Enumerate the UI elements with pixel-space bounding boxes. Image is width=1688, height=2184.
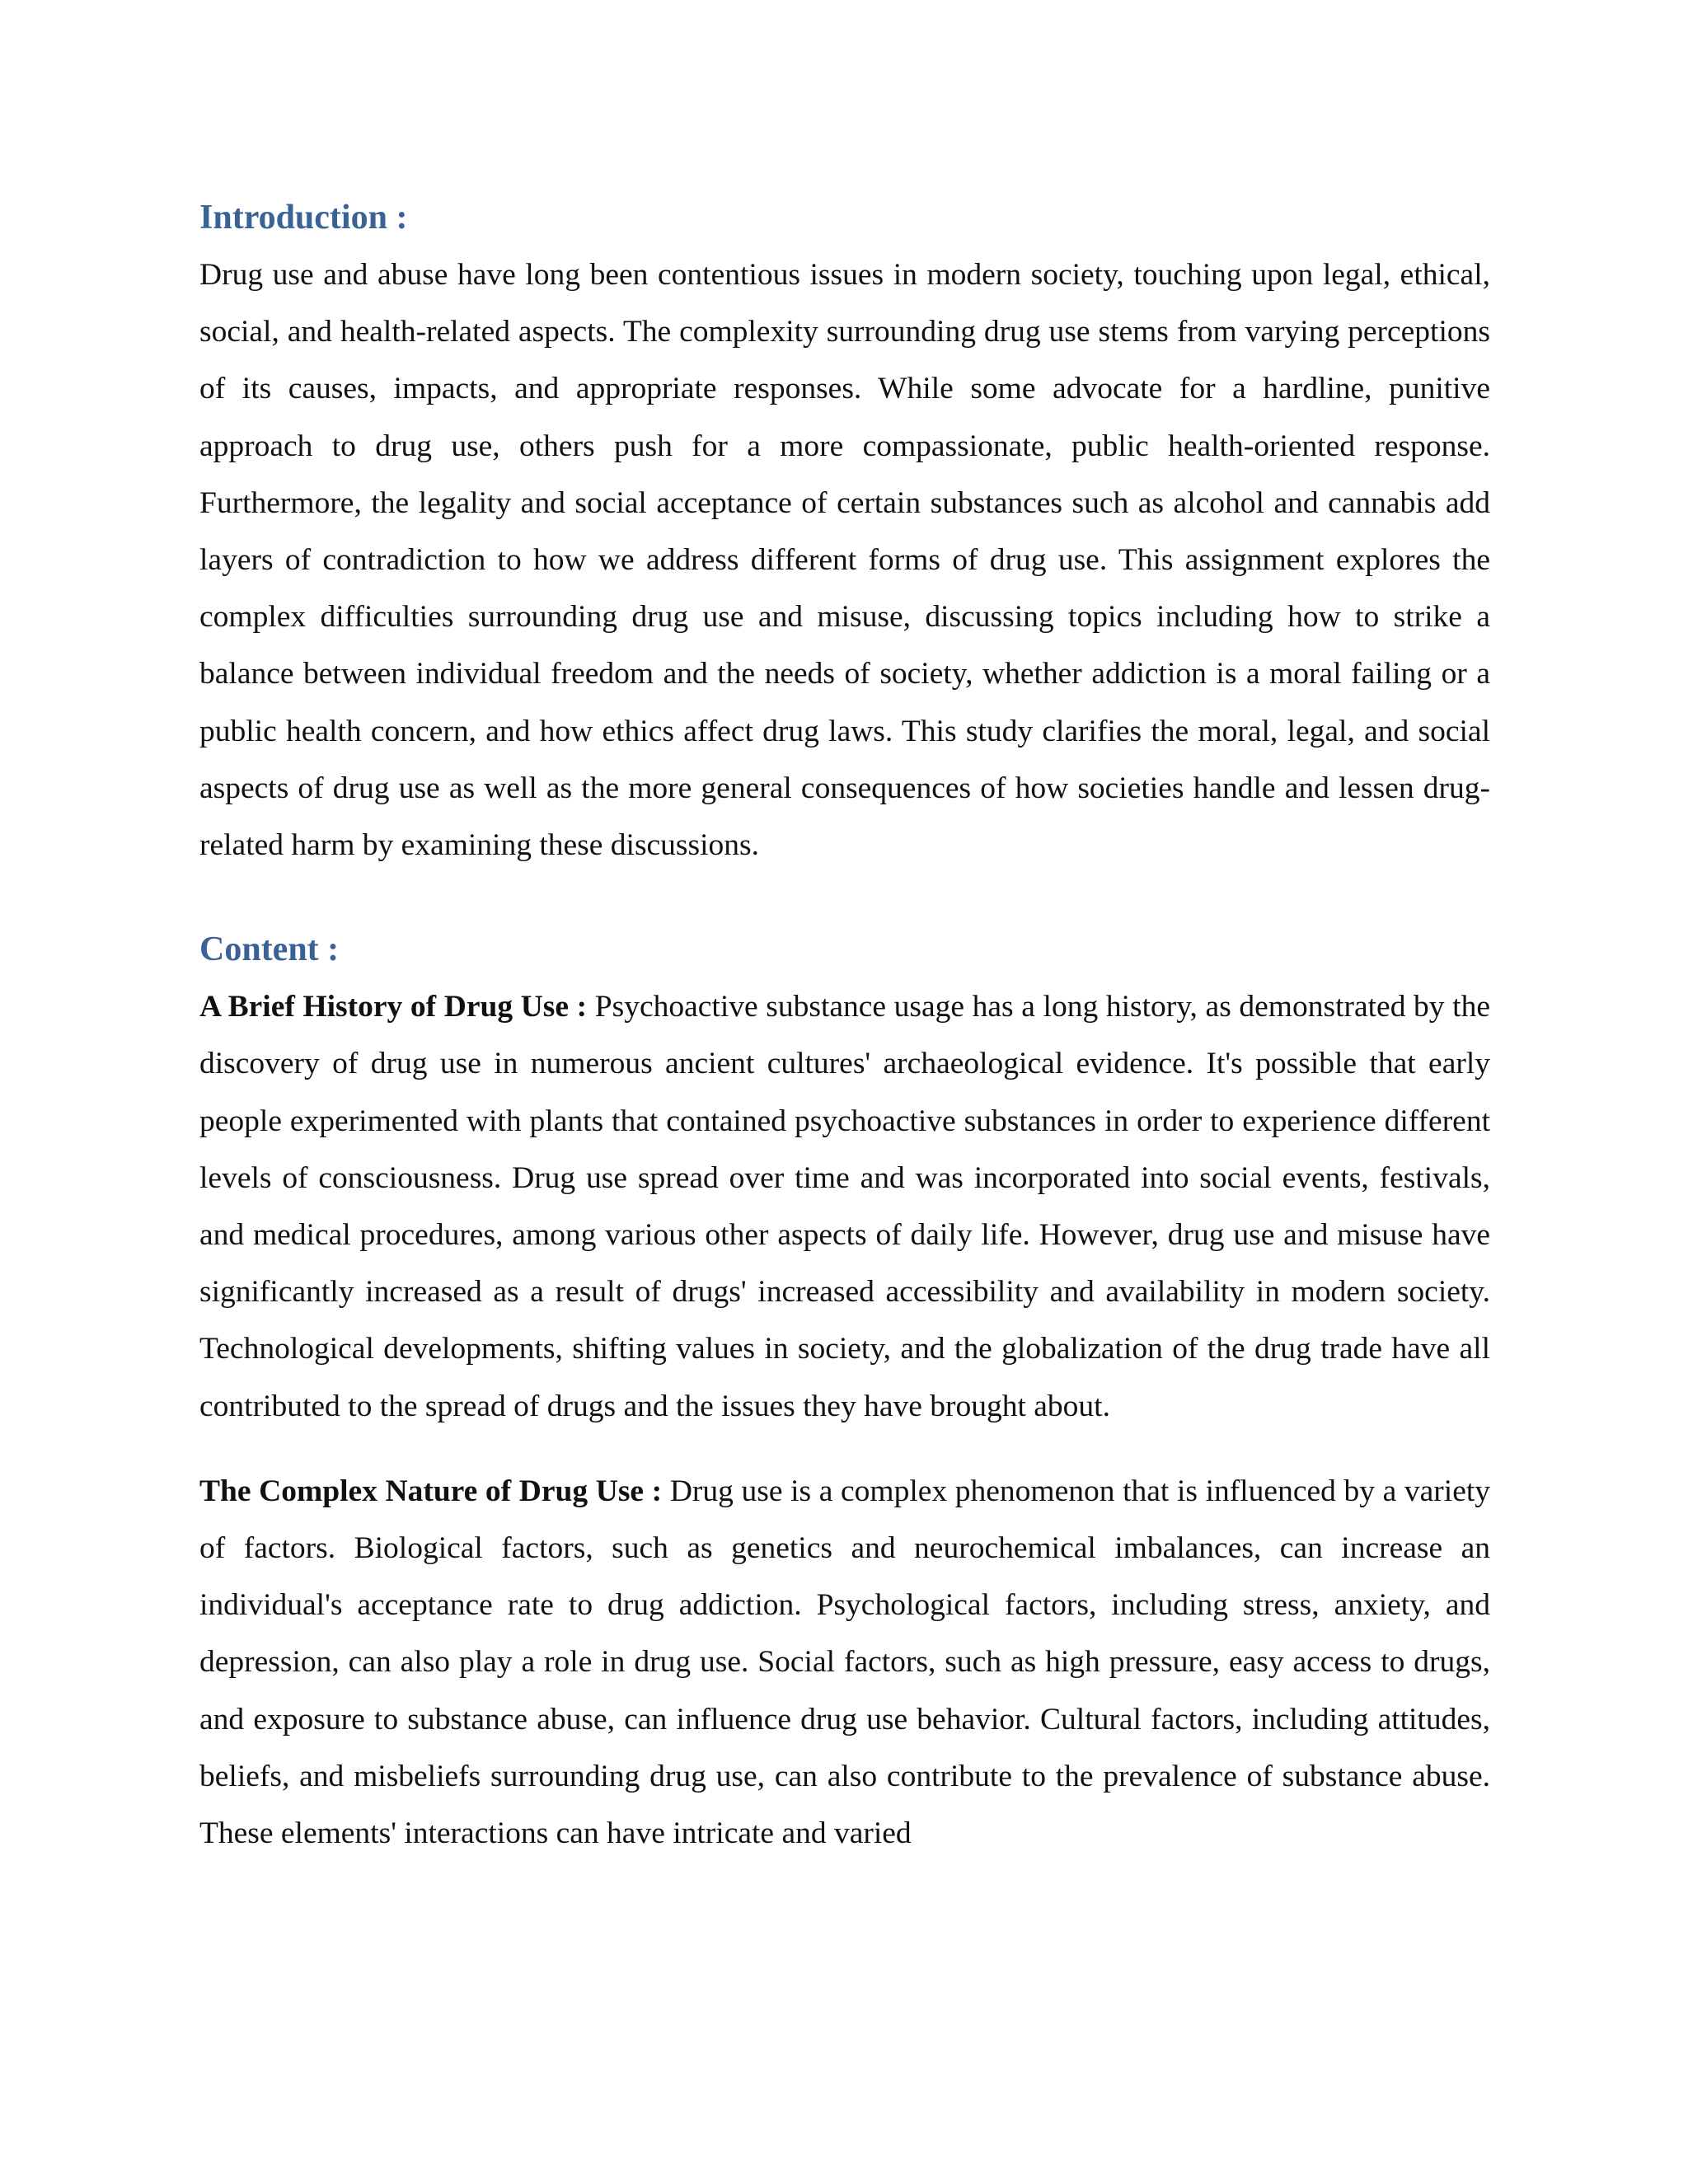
introduction-heading: Introduction : — [199, 199, 408, 237]
history-section-title: A Brief History of Drug Use : — [199, 990, 588, 1024]
history-section-body: Psychoactive substance usage has a long history, as demonstrated by the discovery of drug use in numerous ancient cultures' archaeological evidence. It's possible that early people experimented with plants that contained psychoactive substances in order to experience different levels of consciousness. Drug use spread over time and was incorporated into social events, festivals, and medical procedures, among various other aspects of daily life. However, drug use and misuse have significantly increased as a result of drugs' increased accessibility and availability in modern society. Technological developments, shifting values in society, and the globalization of the drug trade have all contributed to the spread of drugs and the issues they have brought about. — [199, 990, 1490, 1423]
content-heading: Content : — [199, 930, 340, 969]
document-content — [199, 190, 1490, 1862]
complex-nature-paragraph — [199, 1463, 1490, 1862]
complex-nature-section-body: Drug use is a complex phenomenon that is influenced by a variety of factors. Biological factors, such as genetics and neurochemical imbalances, can increase an individual's acceptance rate to drug addiction. Psychological factors, including stress, anxiety, and depression, can also play a role in drug use. Social factors, such as high pressure, easy access to drugs, and exposure to substance abuse, can influence drug use behavior. Cultural factors, including attitudes, beliefs, and misbeliefs surrounding drug use, can also contribute to the prevalence of substance abuse. These elements' interactions can have intricate and varied — [199, 1474, 1491, 1851]
complex-nature-section-title: The Complex Nature of Drug Use : — [199, 1474, 663, 1508]
introduction-paragraph: Drug use and abuse have long been contentious issues in modern society, touching upon legal, ethical, social, and health-related aspects. The complexity surrounding drug use stems from varying perceptions of its causes, impacts, and appropriate responses. While some advocate for a hardline, punitive approach to drug use, others push for a more compassionate, public health-oriented response. Furthermore, the legality and social acceptance of certain substances such as alcohol and cannabis add layers of contradiction to how we address different forms of drug use. This assignment explores the complex difficulties surrounding drug use and misuse, discussing topics including how to strike a balance between individual freedom and the needs of society, whether addiction is a moral failing or a public health concern, and how ethics affect drug laws. This study clarifies the moral, legal, and social aspects of drug use as well as the more general consequences of how societies handle and lessen drug-related harm by examining these discussions. — [199, 258, 1490, 863]
history-paragraph — [199, 978, 1490, 1435]
